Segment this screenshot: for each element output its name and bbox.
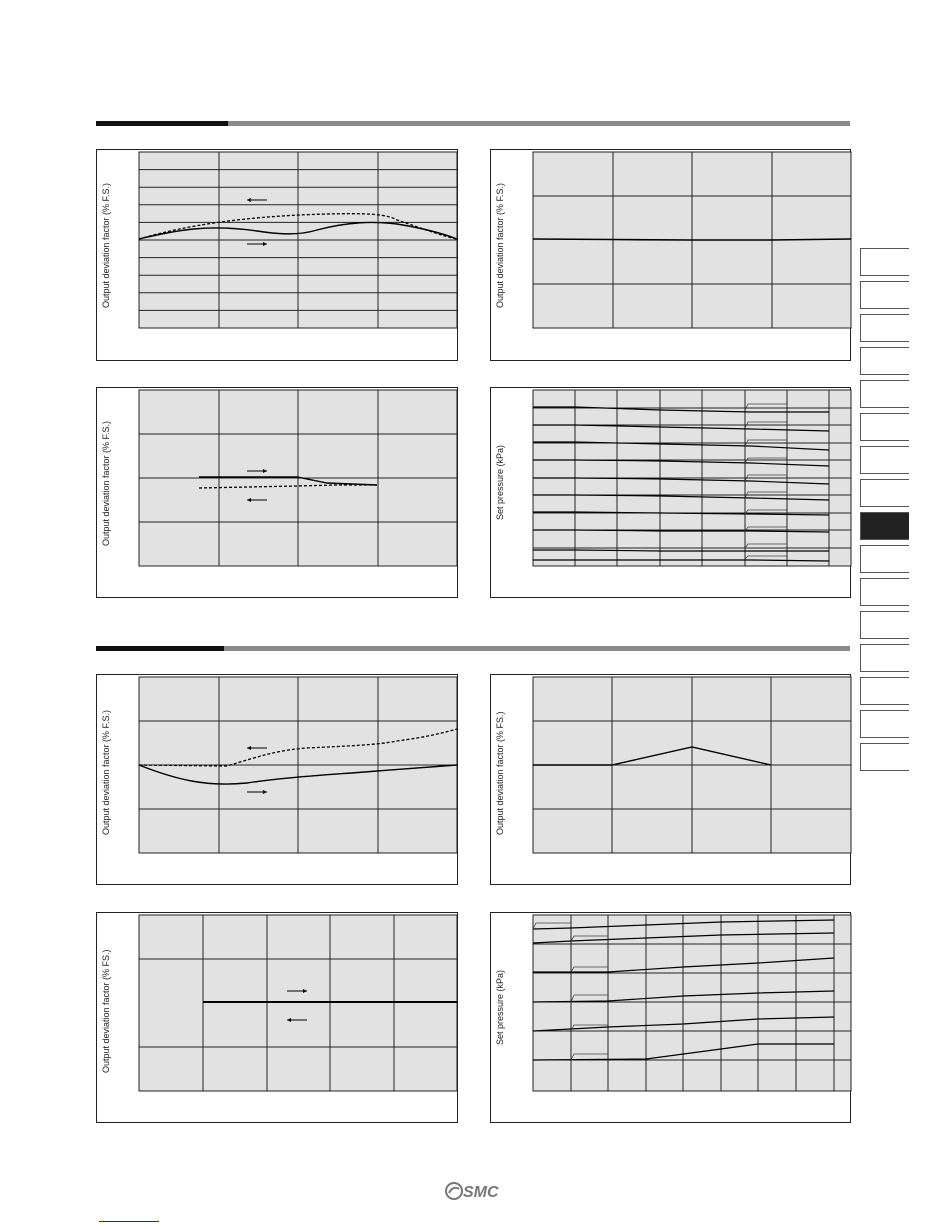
side-tab[interactable] [860,611,909,639]
chart-panel-3 [96,387,458,598]
side-tab[interactable] [860,248,909,276]
y-axis-label: Output deviation factor (% F.S.) [495,182,505,308]
y-axis-label: Output deviation factor (% F.S.) [101,182,111,308]
chart-panel-8 [490,912,851,1123]
chart-panel-1 [96,149,458,361]
y-axis-label: Set pressure (kPa) [495,969,505,1045]
chart-plot [491,913,852,1124]
chart-plot [97,388,459,599]
smc-logo-icon [445,1181,505,1201]
chart-panel-4 [490,387,851,598]
chart-plot [491,675,852,886]
chart-plot [97,150,459,362]
side-tab[interactable] [860,743,909,771]
svg-text:SMC: SMC [463,1184,499,1201]
side-tab[interactable] [860,710,909,738]
chart-panel-7 [96,912,458,1123]
y-axis-label: Output deviation factor (% F.S.) [101,420,111,546]
side-tab[interactable] [860,479,909,507]
chart-plot [97,913,459,1124]
section-rule-top [96,121,850,126]
y-axis-label: Output deviation factor (% F.S.) [101,709,111,835]
y-axis-label: Set pressure (kPa) [495,444,505,520]
y-axis-label: Output deviation factor (% FS.) [495,711,505,835]
chart-plot [491,150,852,362]
side-tab-active[interactable] [860,512,909,540]
side-tab[interactable] [860,347,909,375]
side-tab[interactable] [860,446,909,474]
side-tab[interactable] [860,677,909,705]
side-tab[interactable] [860,314,909,342]
chart-panel-5 [96,674,458,885]
side-tab[interactable] [860,545,909,573]
chart-panel-6 [490,674,851,885]
side-tab[interactable] [860,281,909,309]
y-axis-label: Output deviation factor (% FS.) [101,949,111,1073]
side-tab[interactable] [860,578,909,606]
side-tab[interactable] [860,380,909,408]
section-rule-middle [96,646,850,651]
chart-plot [491,388,852,599]
footer-link-underline[interactable] [99,1221,159,1222]
side-tab[interactable] [860,644,909,672]
chart-plot [97,675,459,886]
chart-panel-2 [490,149,851,361]
side-tab[interactable] [860,413,909,441]
